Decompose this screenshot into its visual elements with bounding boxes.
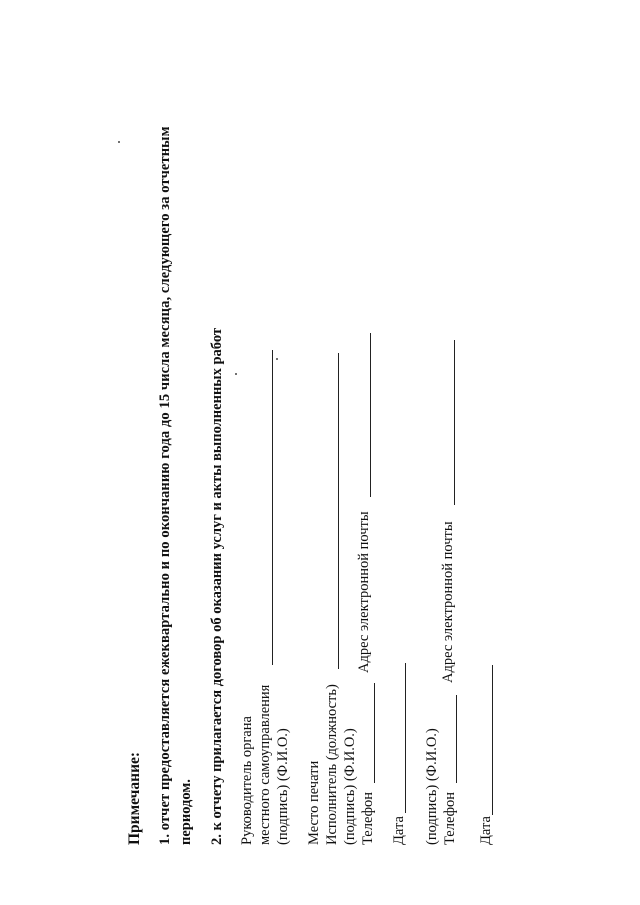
second-phone-line [456, 695, 457, 783]
second-signature-caption: (подпись) (Ф.И.О.) [424, 728, 440, 845]
note-item-2: 2. к отчету прилагается договор об оказании услуг и акты выполненных работ [209, 327, 225, 845]
executor-date-label: Дата [391, 816, 407, 845]
scan-speck [235, 373, 237, 375]
head-signature-line [272, 350, 273, 665]
executor-email-label: Адрес электронной почты [356, 511, 372, 673]
scan-speck [118, 141, 120, 143]
second-phone-label: Телефон [442, 792, 458, 845]
executor-position-label: Исполнитель (должность) [324, 684, 340, 845]
head-title-line-1: Руководитель органа [239, 716, 255, 845]
second-email-label: Адрес электронной почты [440, 521, 456, 683]
executor-signature-caption: (подпись) (Ф.И.О.) [342, 728, 358, 845]
head-signature-caption: (подпись) (Ф.И.О.) [275, 728, 291, 845]
executor-phone-label: Телефон [360, 792, 376, 845]
note-item-1-line-1: 1. отчет предоставляется ежеквартально и по окончанию года до 15 числа месяца, следующего за отчетным [157, 126, 173, 845]
second-email-line [454, 340, 455, 505]
executor-email-line [370, 333, 371, 497]
scan-speck [276, 358, 278, 360]
head-title-line-2: местного самоуправления [257, 684, 273, 845]
note-item-1-line-2: периодом. [178, 779, 194, 845]
second-date-label: Дата [478, 816, 494, 845]
note-heading: Примечание: [126, 751, 143, 845]
second-date-line [492, 665, 493, 815]
executor-phone-line [374, 683, 375, 783]
executor-date-line [405, 663, 406, 813]
seal-place-label: Место печати [306, 760, 322, 845]
executor-position-line [338, 353, 339, 669]
